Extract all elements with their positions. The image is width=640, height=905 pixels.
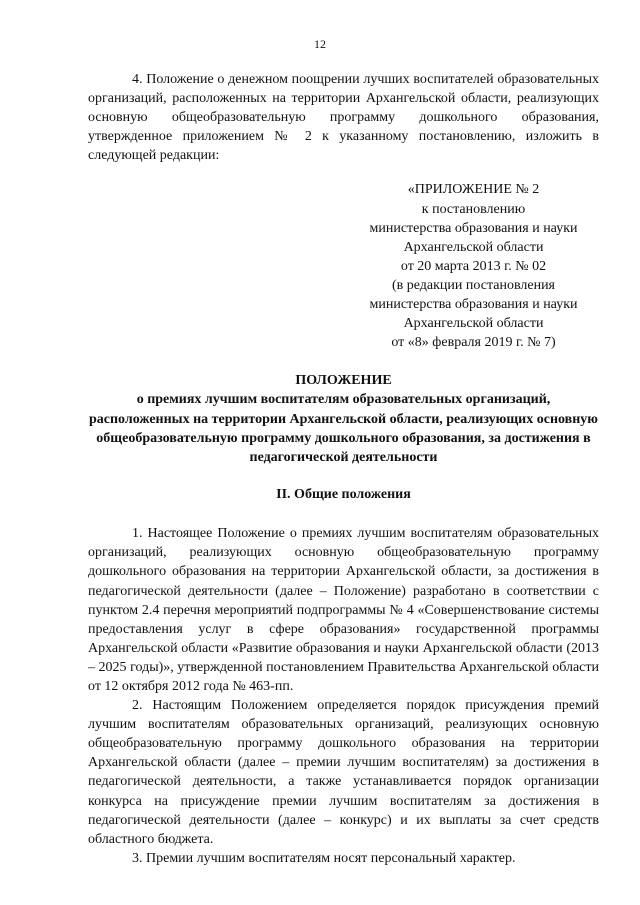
document-title: ПОЛОЖЕНИЕ bbox=[295, 373, 392, 389]
appendix-line: «ПРИЛОЖЕНИЕ № 2 bbox=[407, 182, 540, 198]
appendix-line: Архангельской области bbox=[403, 239, 544, 255]
section-paragraph: 1. Настоящее Положение о премиях лучшим воспитателям образовательных организаций, реализующих основную общеобразовательную программу дошкольного образования на территории Архангельской области, за достижения в педагогической деятельности (далее – Положение) разработано в соответствии с пунктом 2.4 перечня мероприятий подпрограммы № 4 «Совершенствование системы предоставления услуг в сфере образования» государственной программы Архангельской области «Развитие образования и науки Архангельской области (2013 – 2025 годы)», утвержденной постановлением Правительства Архангельской области от 12 октября 2012 года № 463-пп. bbox=[88, 526, 599, 694]
appendix-header bbox=[346, 180, 601, 352]
document-body bbox=[88, 70, 599, 868]
section-paragraph: 2. Настоящим Положением определяется порядок присуждения премий лучшим воспитателям образовательных организаций, реализующих основную общеобразовательную программу дошкольного образования на территории Архангельской области (далее – премии лучшим воспитателям) за достижения в педагогической деятельности, а также устанавливается порядок организации конкурса на присуждение премии лучшим воспитателям за достижения в педагогической деятельности (далее – конкурс) и их выплаты за счет средств областного бюджета. bbox=[88, 698, 599, 847]
section-paragraph: 3. Премии лучшим воспитателям носят персональный характер. bbox=[132, 850, 516, 866]
document-subtitle: о премиях лучшим воспитателям образовательных организаций, расположенных на территории Архангельской области, реализующих основную общеобразовательную программу дошкольного образования, за достижения в педагогической деятельности bbox=[88, 392, 598, 465]
page-number: 12 bbox=[314, 37, 326, 51]
appendix-line: министерства образования и науки bbox=[369, 297, 578, 313]
appendix-line: от «8» февраля 2019 г. № 7) bbox=[391, 335, 556, 351]
document-title-block bbox=[88, 371, 599, 467]
intro-paragraph: 4. Положение о денежном поощрении лучших воспитателей образовательных организаций, расположенных на территории Архангельской области, реализующих основную общеобразовательную программу дошкольного образования, утвержденное приложением № 2 к указанному постановлению, изложить в следующей редакции: bbox=[88, 72, 599, 164]
appendix-line: министерства образования и науки bbox=[369, 220, 578, 236]
section-title: II. Общие положения bbox=[276, 487, 411, 503]
appendix-line: Архангельской области bbox=[403, 316, 544, 332]
appendix-line: от 20 марта 2013 г. № 02 bbox=[400, 258, 547, 274]
appendix-line: к постановлению bbox=[421, 201, 526, 217]
section-body bbox=[88, 524, 599, 868]
appendix-line: (в редакции постановления bbox=[391, 277, 556, 293]
